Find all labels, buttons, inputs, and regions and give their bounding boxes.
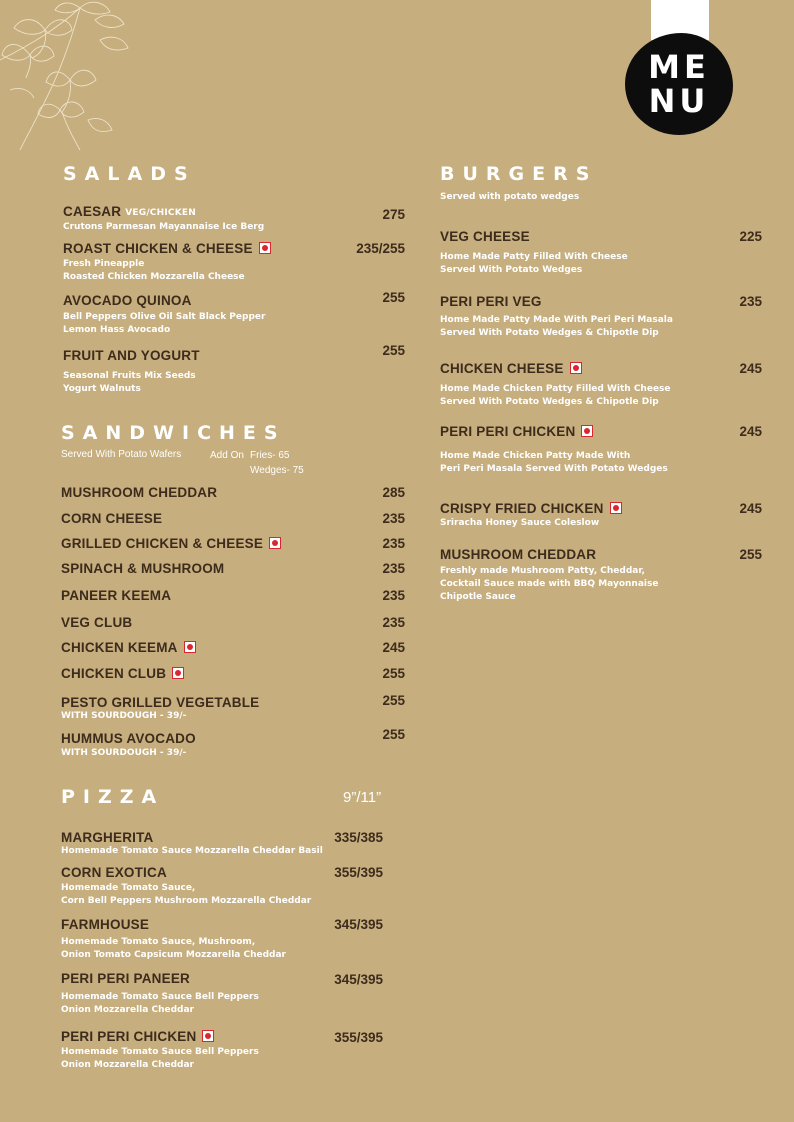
pizza-item-description: Homemade Tomato Sauce, Mushroom, <box>61 937 256 947</box>
burgers-item-price: 245 <box>739 501 762 516</box>
burgers-item-label: MUSHROOM CHEDDAR <box>440 547 597 562</box>
sandwiches-item-name <box>61 666 184 681</box>
sandwiches-item-label: SPINACH & MUSHROOM <box>61 561 225 576</box>
non-veg-icon <box>581 425 593 437</box>
non-veg-icon <box>202 1030 214 1042</box>
pizza-item-price: 345/395 <box>334 972 383 987</box>
salads-item-label: ROAST CHICKEN & CHEESE <box>63 241 253 256</box>
sandwiches-item-label: CORN CHEESE <box>61 511 163 526</box>
burgers-item-price: 235 <box>739 294 762 309</box>
burgers-item-label: CHICKEN CHEESE <box>440 361 564 376</box>
burgers-item-description: Home Made Chicken Patty Made With <box>440 451 631 461</box>
burgers-item-price: 245 <box>739 361 762 376</box>
burgers-item-name <box>440 229 530 244</box>
salads-item-label: CAESAR <box>63 204 122 219</box>
pizza-item-description: Homemade Tomato Sauce, <box>61 883 196 893</box>
pizza-item-label: PERI PERI PANEER <box>61 971 190 986</box>
non-veg-icon <box>570 362 582 374</box>
non-veg-icon <box>269 537 281 549</box>
burgers-item-price: 245 <box>739 424 762 439</box>
sandwiches-item-price: 285 <box>382 485 405 500</box>
sandwiches-item-label: CHICKEN KEEMA <box>61 640 178 655</box>
salads-item-name <box>63 204 196 219</box>
burgers-item-description: Home Made Patty Made With Peri Peri Masala <box>440 315 673 325</box>
sandwiches-item-price: 255 <box>382 727 405 742</box>
pizza-item-name <box>61 865 167 880</box>
burgers-item-description: Freshly made Mushroom Patty, Cheddar, <box>440 566 645 576</box>
burgers-served-note: Served with potato wedges <box>440 192 580 202</box>
sandwiches-item-description: WITH SOURDOUGH - 39/- <box>61 748 187 758</box>
sandwiches-item-label: PESTO GRILLED VEGETABLE <box>61 695 260 710</box>
burgers-item-name <box>440 294 542 309</box>
salads-item-description: Crutons Parmesan Mayannaise Ice Berg <box>63 222 265 232</box>
salads-item-price: 275 <box>382 207 405 222</box>
burgers-item-description: Served With Potato Wedges & Chipotle Dip <box>440 328 659 338</box>
sandwiches-item-price: 245 <box>382 640 405 655</box>
burgers-item-description: Served With Potato Wedges <box>440 265 583 275</box>
pizza-item-price: 345/395 <box>334 917 383 932</box>
burgers-item-price: 225 <box>739 229 762 244</box>
pizza-item-label: FARMHOUSE <box>61 917 150 932</box>
sandwiches-item-price: 235 <box>382 511 405 526</box>
pizza-item-description: Homemade Tomato Sauce Bell Peppers <box>61 1047 259 1057</box>
burgers-item-description: Sriracha Honey Sauce Coleslow <box>440 518 600 528</box>
menu-badge-text: ME NU <box>648 48 710 120</box>
salads-item-price: 235/255 <box>356 241 405 256</box>
pizza-item-description: Onion Mozzarella Cheddar <box>61 1060 194 1070</box>
pizza-item-description: Homemade Tomato Sauce Mozzarella Cheddar Basil <box>61 846 323 856</box>
pizza-item-price: 335/385 <box>334 830 383 845</box>
pizza-item-name <box>61 917 149 932</box>
non-veg-icon <box>172 667 184 679</box>
sandwiches-item-label: CHICKEN CLUB <box>61 666 167 681</box>
salads-item-name <box>63 348 200 363</box>
salads-item-description: Lemon Hass Avocado <box>63 325 171 335</box>
sandwiches-add-on-label: Add On <box>210 450 244 461</box>
burgers-item-description: Home Made Chicken Patty Filled With Cheese <box>440 384 671 394</box>
floral-decoration <box>0 0 150 150</box>
pizza-item-price: 355/395 <box>334 865 383 880</box>
non-veg-icon <box>610 502 622 514</box>
sandwiches-item-price: 235 <box>382 561 405 576</box>
salads-item-label: FRUIT AND YOGURT <box>63 348 200 363</box>
salads-item-name <box>63 241 271 256</box>
pizza-item-description: Homemade Tomato Sauce Bell Peppers <box>61 992 259 1002</box>
burgers-item-label: CRISPY FRIED CHICKEN <box>440 501 604 516</box>
salads-title: SALADS <box>63 163 196 185</box>
sandwiches-item-price: 235 <box>382 536 405 551</box>
sandwiches-item-price: 255 <box>382 666 405 681</box>
sandwiches-item-name <box>61 561 224 576</box>
salads-item-tag: VEG/CHICKEN <box>125 208 196 218</box>
menu-badge <box>625 33 733 135</box>
salads-item-price: 255 <box>382 343 405 358</box>
salads-item-description: Roasted Chicken Mozzarella Cheese <box>63 272 245 282</box>
sandwiches-served-note: Served With Potato Wafers <box>61 449 182 460</box>
sandwiches-title: SANDWICHES <box>61 422 286 444</box>
burgers-item-label: PERI PERI VEG <box>440 294 542 309</box>
sandwiches-item-name <box>61 588 171 603</box>
sandwiches-item-name <box>61 695 259 710</box>
sandwiches-item-label: HUMMUS AVOCADO <box>61 731 196 746</box>
burgers-item-name <box>440 361 582 376</box>
salads-item-description: Bell Peppers Olive Oil Salt Black Pepper <box>63 312 266 322</box>
pizza-item-price: 355/395 <box>334 1030 383 1045</box>
burgers-item-name <box>440 501 622 516</box>
salads-item-description: Yogurt Walnuts <box>63 384 141 394</box>
pizza-title: PIZZA <box>61 786 165 808</box>
burgers-item-description: Cocktail Sauce made with BBQ Mayonnaise <box>440 579 659 589</box>
pizza-item-description: Corn Bell Peppers Mushroom Mozzarella Cheddar <box>61 896 312 906</box>
burgers-item-label: VEG CHEESE <box>440 229 530 244</box>
sandwiches-item-price: 235 <box>382 615 405 630</box>
salads-item-description: Fresh Pineapple <box>63 259 145 269</box>
pizza-item-label: PERI PERI CHICKEN <box>61 1029 197 1044</box>
sandwiches-item-name <box>61 536 281 551</box>
pizza-item-label: CORN EXOTICA <box>61 865 167 880</box>
pizza-size-label: 9”/11” <box>343 789 382 806</box>
sandwiches-item-price: 235 <box>382 588 405 603</box>
burgers-item-price: 255 <box>739 547 762 562</box>
sandwiches-wedges-addon: Wedges- 75 <box>250 465 304 476</box>
burgers-item-description: Chipotle Sauce <box>440 592 516 602</box>
pizza-item-name <box>61 971 190 986</box>
non-veg-icon <box>259 242 271 254</box>
salads-item-description: Seasonal Fruits Mix Seeds <box>63 371 196 381</box>
sandwiches-fries-addon: Fries- 65 <box>250 450 290 461</box>
sandwiches-item-description: WITH SOURDOUGH - 39/- <box>61 711 187 721</box>
burgers-item-label: PERI PERI CHICKEN <box>440 424 576 439</box>
sandwiches-item-label: PANEER KEEMA <box>61 588 172 603</box>
burgers-item-description: Served With Potato Wedges & Chipotle Dip <box>440 397 659 407</box>
sandwiches-item-name <box>61 731 196 746</box>
sandwiches-item-price: 255 <box>382 693 405 708</box>
burgers-title: BURGERS <box>440 163 598 185</box>
sandwiches-item-name <box>61 511 162 526</box>
sandwiches-item-label: GRILLED CHICKEN & CHEESE <box>61 536 264 551</box>
burgers-item-name <box>440 424 593 439</box>
salads-item-name <box>63 293 192 308</box>
pizza-item-description: Onion Tomato Capsicum Mozzarella Cheddar <box>61 950 286 960</box>
sandwiches-item-label: VEG CLUB <box>61 615 133 630</box>
sandwiches-item-name <box>61 640 196 655</box>
salads-item-label: AVOCADO QUINOA <box>63 293 192 308</box>
burgers-item-name <box>440 547 596 562</box>
pizza-item-name <box>61 1029 214 1044</box>
burgers-item-description: Home Made Patty Filled With Cheese <box>440 252 628 262</box>
salads-item-price: 255 <box>382 290 405 305</box>
non-veg-icon <box>184 641 196 653</box>
sandwiches-item-label: MUSHROOM CHEDDAR <box>61 485 218 500</box>
sandwiches-item-name <box>61 485 217 500</box>
sandwiches-item-name <box>61 615 132 630</box>
burgers-item-description: Peri Peri Masala Served With Potato Wedges <box>440 464 668 474</box>
pizza-item-name <box>61 830 154 845</box>
pizza-item-label: MARGHERITA <box>61 830 154 845</box>
pizza-item-description: Onion Mozzarella Cheddar <box>61 1005 194 1015</box>
